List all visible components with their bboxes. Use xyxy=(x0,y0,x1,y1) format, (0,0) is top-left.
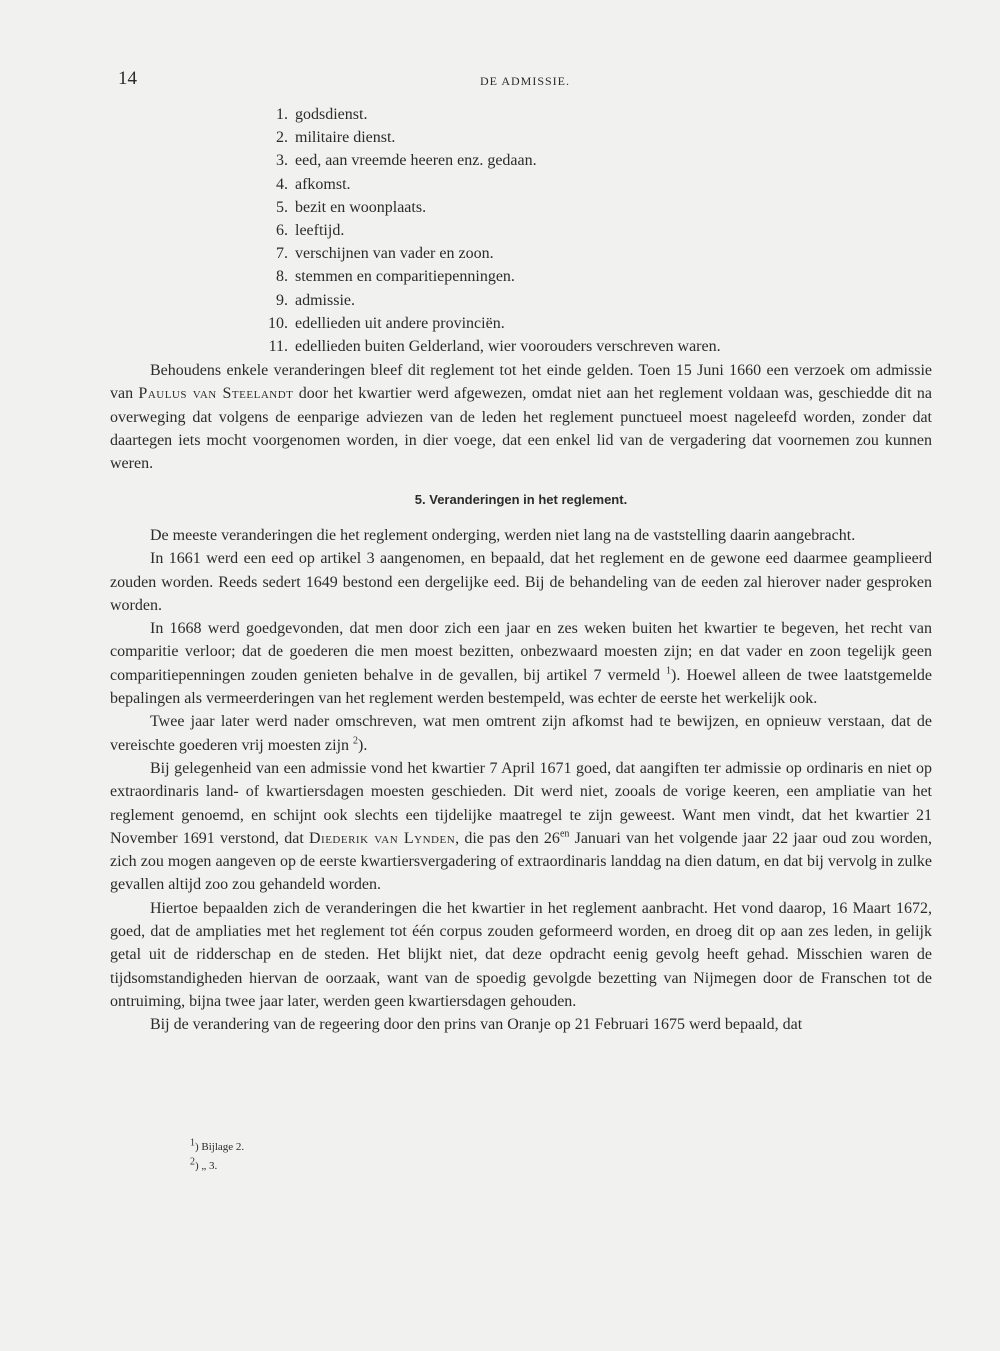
list-number: 3. xyxy=(276,152,288,170)
list-number: 9. xyxy=(276,291,288,309)
list-number: 5. xyxy=(276,198,288,216)
paragraph: Hiertoe bepaalden zich de veranderingen die het kwartier in het reglement aanbracht. Het vond daarop, 16 Maart 1672, goed, dat de ampliaties met het reglement tot één corpus zouden geformeerd worden, en droeg dit op aan zes leden, in gelijk getal uit de ridderschap en de steden. Het blijkt niet, dat deze opdracht eenig gevolg heeft gehad. Misschien waren de tijdsomstandigheden hiervan de oorzaak, want van de spoedig gevolgde bezetting van Nijmegen door de Franschen tot de ontruiming, bijna twee jaar later, werden geen kwartiersdagen gehouden. xyxy=(110,899,932,1010)
list-item xyxy=(252,149,952,172)
criteria-list xyxy=(252,103,952,358)
list-item xyxy=(252,196,952,219)
list-number: 1. xyxy=(276,106,288,123)
list-text: edellieden buiten Gelderland, wier voorouders verschreven waren. xyxy=(295,337,721,355)
list-item xyxy=(252,242,952,265)
paragraph-text: , die pas den 26 xyxy=(455,829,560,847)
list-text: afkomst. xyxy=(295,175,351,193)
paragraph: In 1661 werd een eed op artikel 3 aangenomen, en bepaald, dat het reglement en de gewone eed daarmee geamplieerd zouden worden. Reeds sedert 1649 bestond een dergelijke eed. Bij de behandeling van de eeden zal hierover nader gesproken worden. xyxy=(110,550,932,614)
list-item xyxy=(252,335,952,358)
list-item xyxy=(252,312,952,335)
footnote-text: ) Bijlage 2. xyxy=(195,1141,245,1153)
list-number: 10. xyxy=(268,314,288,332)
footnote-mark: 2 xyxy=(190,1156,195,1168)
paragraph-text: Behoudens enkele veranderingen bleef dit reglement tot het einde gelden. Toen 15 Juni 1660 een verzoek om admissie van xyxy=(110,362,932,403)
paragraph: Bij de verandering van de regeering door den prins van Oranje op 21 Februari 1675 werd bepaald, dat xyxy=(150,1016,803,1034)
list-item xyxy=(252,289,952,312)
page-number: 14 xyxy=(118,68,137,89)
list-number: 11. xyxy=(268,337,288,355)
superscript: en xyxy=(559,828,570,840)
list-text: godsdienst. xyxy=(295,106,368,123)
footnotes xyxy=(190,1138,244,1176)
footnote-text: ) „ 3. xyxy=(195,1160,218,1172)
list-item xyxy=(252,103,952,126)
paragraph xyxy=(110,359,932,475)
list-text: bezit en woonplaats. xyxy=(295,198,427,216)
paragraph-text: Twee jaar later werd nader omschreven, wat men omtrent zijn afkomst had te bewijzen, en opnieuw verstaan, dat de vereischte goederen vrij moesten zijn xyxy=(110,713,932,754)
paragraph-block-2 xyxy=(110,524,932,1037)
list-text: leeftijd. xyxy=(295,221,345,239)
list-item xyxy=(252,126,952,149)
list-item xyxy=(252,219,952,242)
footnote-ref: 1 xyxy=(666,665,672,677)
paragraph xyxy=(110,757,932,897)
person-name: Diederik van Lynden xyxy=(309,829,456,847)
footnote-ref: 2 xyxy=(353,735,359,747)
footnote xyxy=(190,1157,244,1176)
paragraph-text: door het kwartier werd afgewezen, omdat niet aan het reglement voldaan was, geschiedde dit na overweging dat volgens de eenparige adviezen van de leden het reglement punctueel moest nageleefd worden, zonder dat daartegen iets mocht voorgenomen worden, in dier voege, dat een enkel lid van de vergadering dat voornemen zou kunnen weren. xyxy=(110,385,932,473)
footnote xyxy=(190,1138,244,1157)
running-title: DE ADMISSIE. xyxy=(480,74,571,88)
paragraph-text: ). Hoewel alleen de twee laatstgemelde bepalingen als vermeerderingen van het reglement werden bestempeld, was echter de eerste het werkelijk ook. xyxy=(110,666,933,708)
list-text: verschijnen van vader en zoon. xyxy=(295,245,494,263)
list-number: 8. xyxy=(276,268,288,286)
list-text: admissie. xyxy=(295,291,355,309)
paragraph-text: Januari van het volgende jaar 22 jaar oud zou worden, zich zou mogen aangeven op de eerste kwartiersvergadering of extraordinaris landdag na dien datum, en dat bij vervolg in zulke gevallen altijd zoo zou gehandeld worden. xyxy=(110,829,932,894)
section-title: 5. Veranderingen in het reglement. xyxy=(414,492,628,507)
paragraph-text: ). xyxy=(358,736,368,754)
list-number: 2. xyxy=(276,129,288,147)
list-number: 4. xyxy=(276,175,288,193)
list-number: 6. xyxy=(276,221,288,239)
list-text: stemmen en comparitiepenningen. xyxy=(295,268,515,286)
paragraph-text: In 1668 werd goedgevonden, dat men door zich een jaar en zes weken buiten het kwartier te begeven, het recht van comparitie verloor; dat de goederen die men moest bezitten, onbezwaard moesten zijn; en dat vader en zoon tegelijk geen comparitiepenningen zouden genieten behalve in de gevallen, bij artikel 7 vermeld xyxy=(110,620,932,684)
person-name: Paulus van Steelandt xyxy=(138,385,294,403)
paragraph-block-1 xyxy=(110,359,932,475)
footnote-mark: 1 xyxy=(190,1137,195,1149)
list-item xyxy=(252,265,952,288)
paragraph xyxy=(110,710,932,757)
paragraph: De meeste veranderingen die het reglement onderging, werden niet lang na de vaststelling daarin aangebracht. xyxy=(150,527,856,544)
paragraph-text: Bij gelegenheid van een admissie vond het kwartier 7 April 1671 goed, dat aangiften ter admissie op ordinaris en niet op extraordinaris land- of kwartiersdagen moesten geschieden. Dit werd niet, zooals de vorige keeren, een ampliatie van het reglement genoemd, en schijnt ook slechts een tijdelijke maatregel te zijn geweest. Want men vindt, dat het kwartier 21 November 1691 verstond, dat xyxy=(110,759,932,847)
list-item xyxy=(252,173,952,196)
list-text: edellieden uit andere provinciën. xyxy=(295,314,505,332)
list-text: eed, aan vreemde heeren enz. gedaan. xyxy=(295,152,537,170)
paragraph xyxy=(110,617,932,710)
list-number: 7. xyxy=(276,245,288,263)
list-text: militaire dienst. xyxy=(295,129,396,147)
